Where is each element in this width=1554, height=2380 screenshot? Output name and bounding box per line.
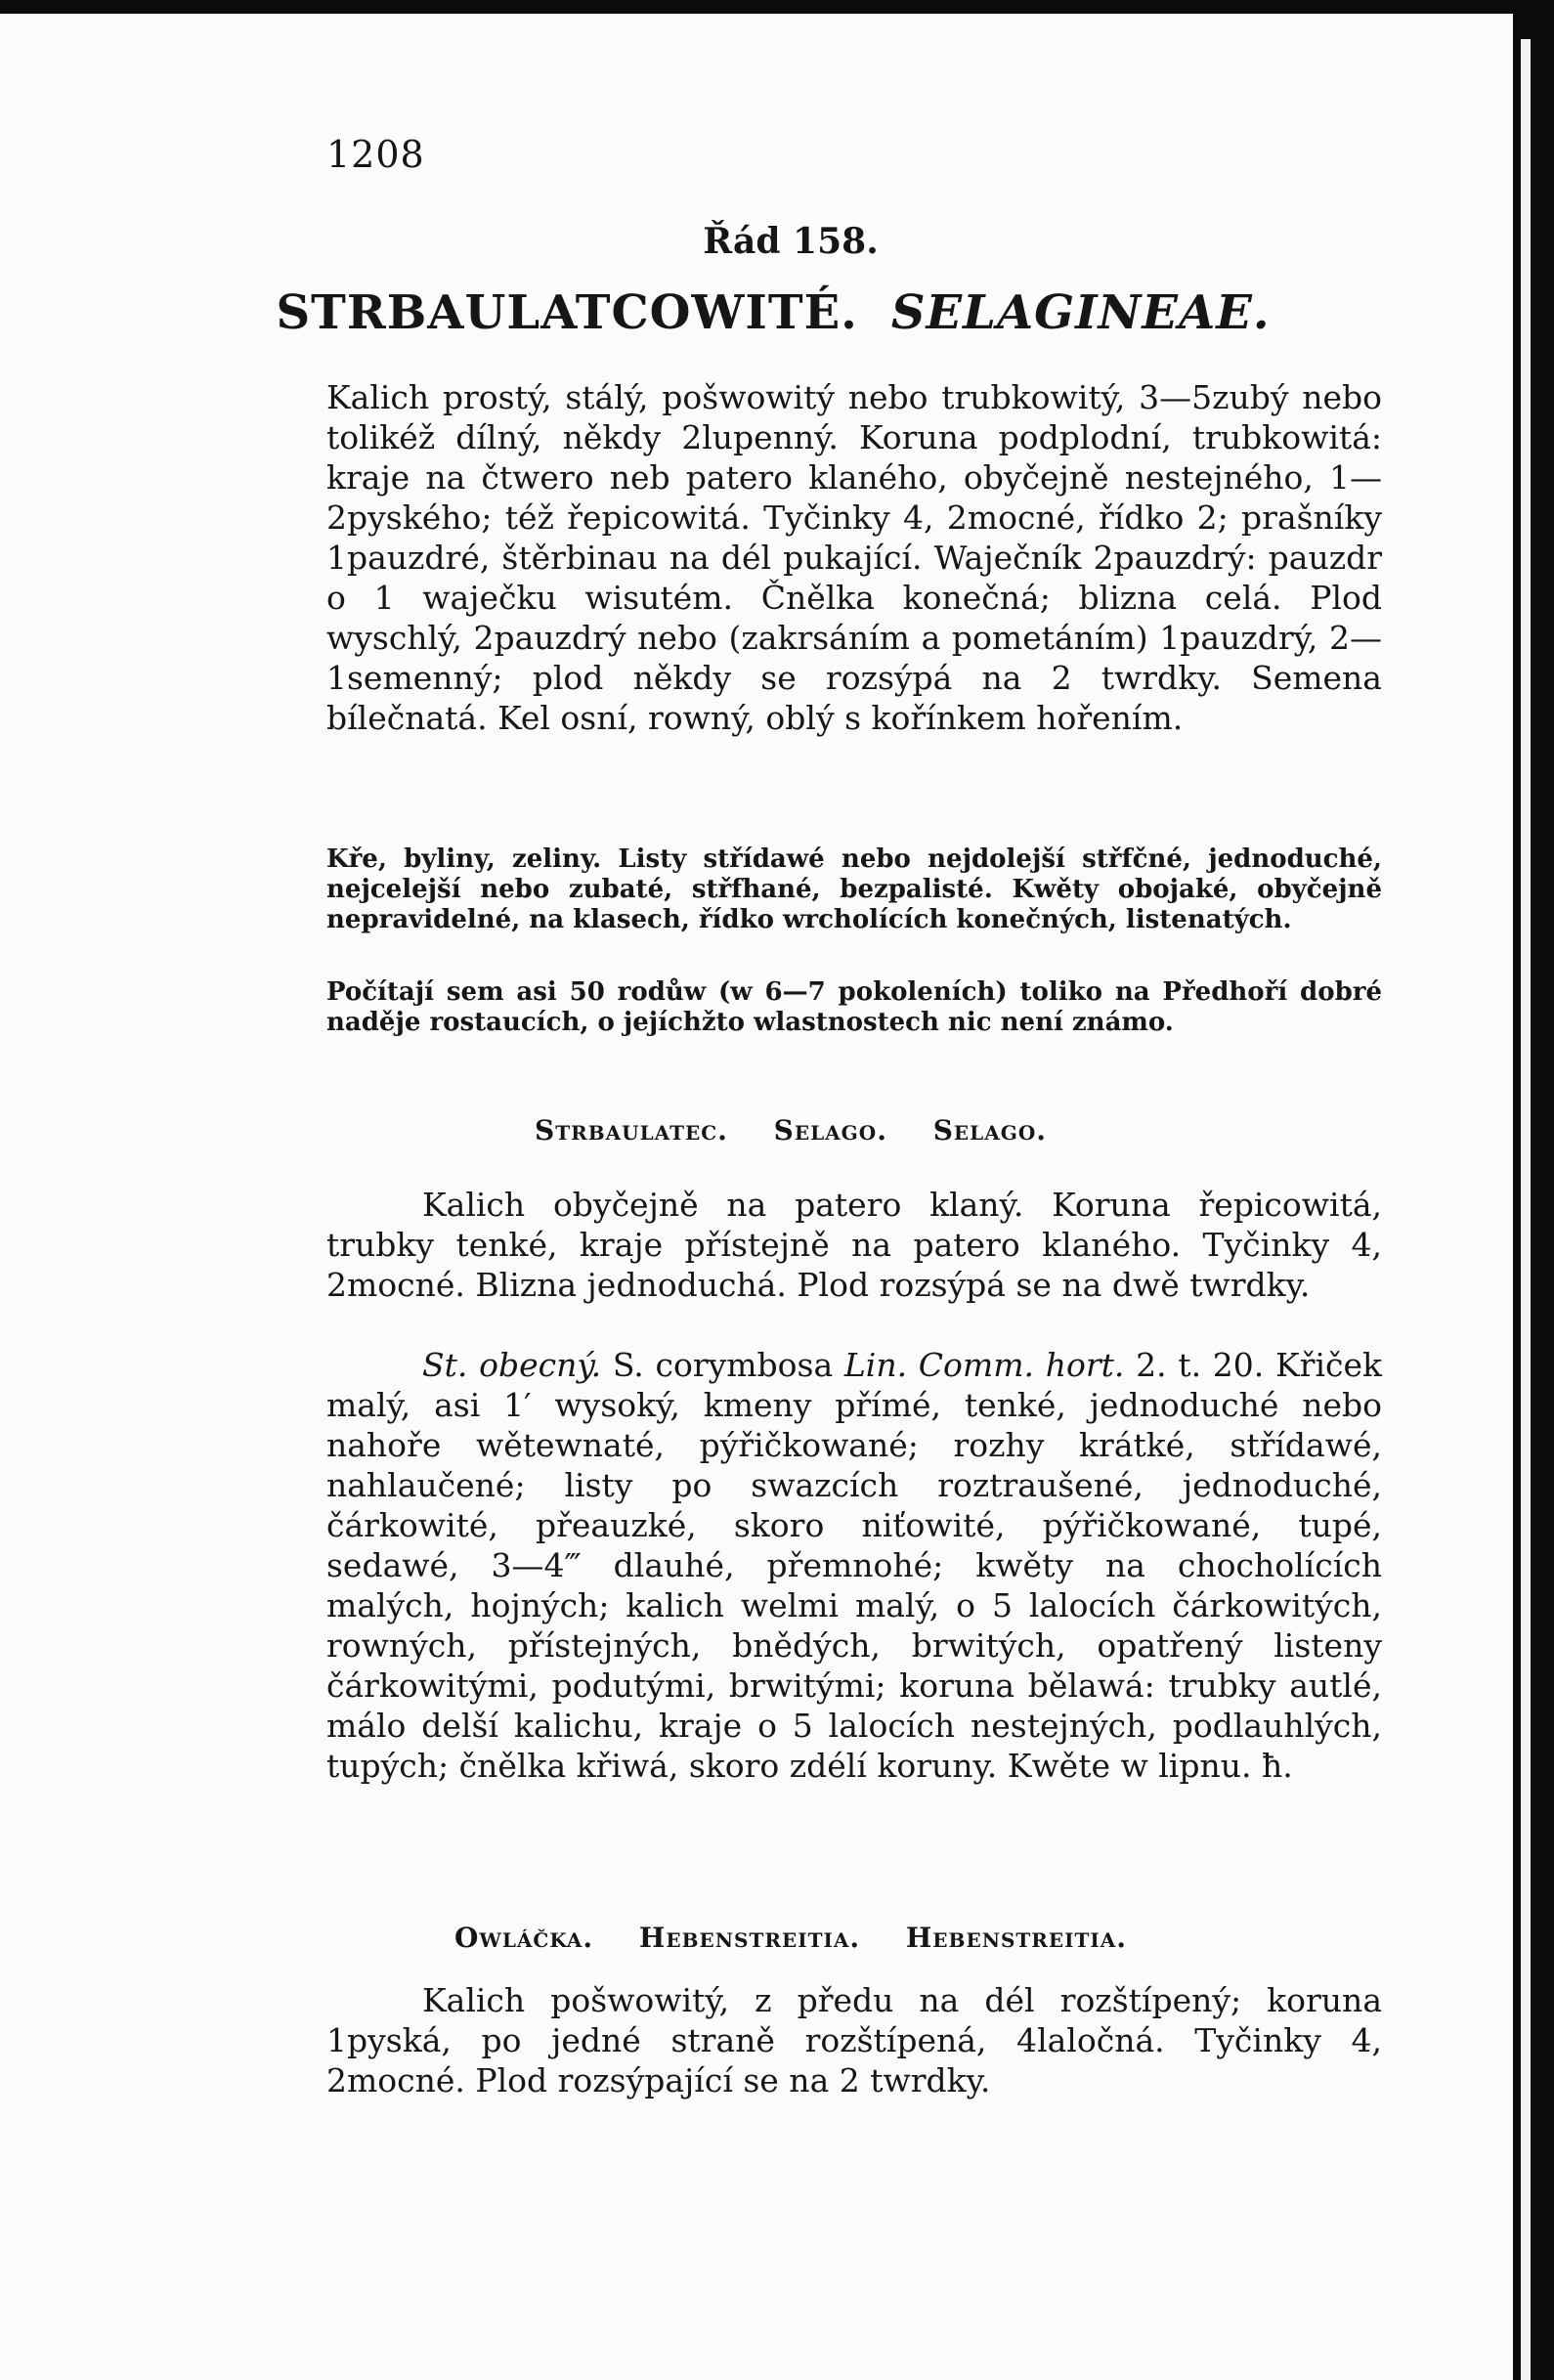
species-reference: 2. t. 20. bbox=[1136, 1346, 1265, 1384]
genus-description-hebenstreitia: Kalich pošwowitý, z předu na dél rozštípený; koruna 1pyská, po jedné straně rozštípená, 4laločná. Tyčinky 4, 2mocné. Plod rozsýpající se na 2 twrdky. bbox=[326, 1981, 1382, 2099]
species-authority: Lin. Comm. hort. bbox=[843, 1346, 1125, 1384]
family-note-distribution: Počítají sem asi 50 rodůw (w 6—7 pokoleních) toliko na Předhoří dobré naděje rostaucích, o jejíchžto wlastnostech nic není známo. bbox=[326, 977, 1382, 1037]
genus-description-selago: Kalich obyčejně na patero klaný. Koruna řepicowitá, trubky tenké, kraje přístejně na patero klaného. Tyčinky 4, 2mocné. Blizna jednoduchá. Plod rozsýpá se na dwě twrdky. bbox=[326, 1186, 1382, 1304]
species-entry-selago-corymbosa bbox=[326, 1345, 1382, 1786]
genus-name-czech: Owláčka. bbox=[453, 1922, 594, 1954]
genus-name-czech: Strbaulatec. bbox=[535, 1114, 728, 1147]
genus-name-latin: Hebenstreitia. bbox=[638, 1922, 861, 1954]
genus-name-latin: Selago. bbox=[773, 1114, 887, 1147]
scan-border-top bbox=[0, 0, 1554, 14]
family-note-habit: Kře, byliny, zeliny. Listy střídawé nebo nejdolejší střfčné, jednoduché, nejcelejší nebo zubaté, střfhané, bezpalisté. Kwěty obojaké, obyčejně nepravidelné, na klasech, řídko wrcholících konečných, listenatých. bbox=[326, 844, 1382, 934]
genus-heading-hebenstreitia bbox=[0, 1922, 1513, 1954]
scan-page-edge bbox=[1521, 39, 1531, 2380]
family-name-czech: STRBAULATCOWITÉ. bbox=[276, 285, 858, 340]
family-description: Kalich prostý, stálý, pošwowitý nebo trubkowitý, 3—5zubý nebo tolikéž dílný, někdy 2lupenný. Koruna podplodní, trubkowitá: kraje na čtwero neb patero klaného, obyčejně nestejného, 1—2pyského; též řepicowitá. Tyčinky 4, 2mocné, řídko 2; prašníky 1pauzdré, štěrbinau na dél pukající. Waječník 2pauzdrý: pauzdr o 1 waječku wisutém. Čnělka konečná; blizna celá. Plod wyschlý, 2pauzdrý nebo (zakrsáním a pometáním) 1pauzdrý, 2—1semenný; plod někdy se rozsýpá na 2 twrdky. Semena bílečnatá. Kel osní, rowný, oblý s kořínkem hořením. bbox=[326, 378, 1382, 737]
species-description: Křiček malý, asi 1′ wysoký, kmeny přímé, tenké, jednoduché nebo nahoře wětewnaté, pýřičkowané; rozhy krátké, střídawé, nahlaučené; listy po swazcích roztraušené, jednoduché, čárkowité, přeauzké, skoro niťowité, pýřičkowané, tupé, sedawé, 3—4‴ dlauhé, přemnohé; kwěty na chocholících malých, hojných; kalich welmi malý, o 5 lalocích čárkowitých, rowných, přístejných, bnědých, brwitých, opatřený listeny čárkowitými, podutými, brwitými; koruna bělawá: trubky autlé, málo delší kalichu, kraje o 5 lalocích nestejných, podlauhlých, tupých; čnělka křiwá, skoro zdélí koruny. Kwěte w lipnu. ħ. bbox=[326, 1346, 1383, 1785]
order-heading: Řád 158. bbox=[703, 221, 879, 262]
genus-name-author: Selago. bbox=[932, 1114, 1047, 1147]
species-name: St. obecný. bbox=[422, 1346, 602, 1384]
species-binomial: S. corymbosa bbox=[612, 1346, 834, 1384]
family-name-latin: SELAGINEAE. bbox=[890, 285, 1271, 340]
family-heading bbox=[0, 285, 1513, 340]
page-number: 1208 bbox=[326, 133, 425, 176]
scan-border-right bbox=[1513, 0, 1554, 2380]
genus-name-author: Hebenstreitia. bbox=[905, 1922, 1128, 1954]
genus-heading-selago bbox=[0, 1114, 1513, 1147]
